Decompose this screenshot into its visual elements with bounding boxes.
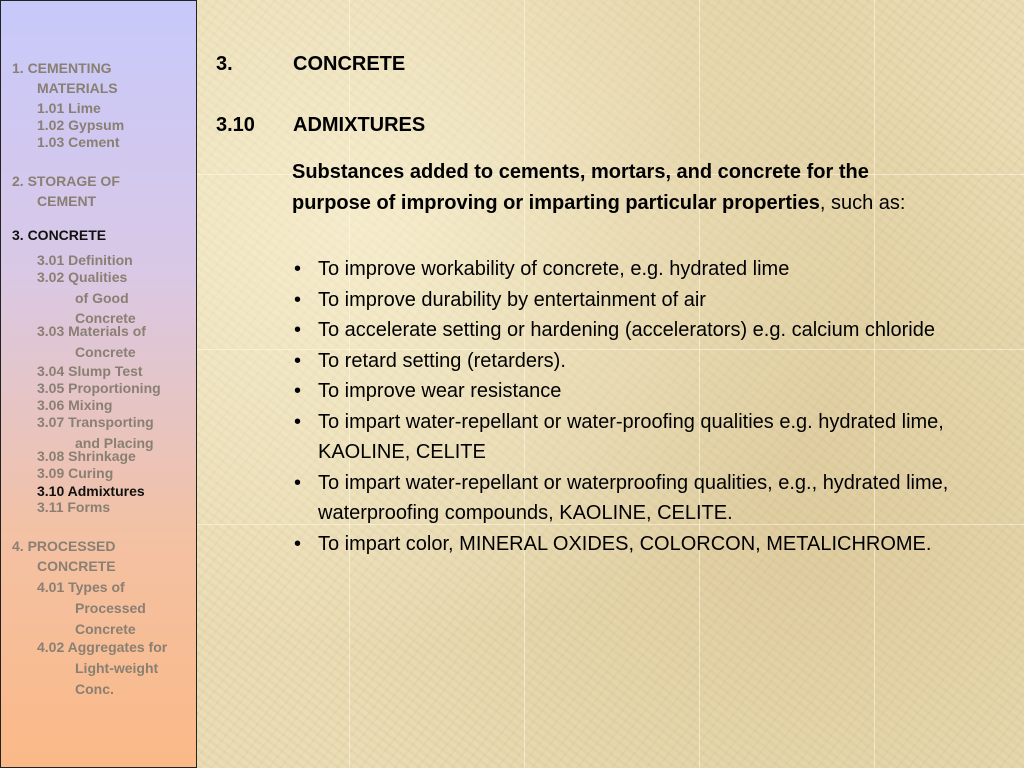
nav-item-materials-cont[interactable]: Concrete [75, 344, 136, 360]
list-item [292, 254, 982, 285]
bullet-icon: • [294, 380, 302, 402]
nav-item-definition[interactable]: 3.01 Definition [37, 252, 133, 268]
nav-section-storage-of-cement-cont[interactable]: CEMENT [37, 193, 97, 209]
intro-suffix: , such as: [819, 192, 906, 214]
nav-item-slump-test[interactable]: 3.04 Slump Test [37, 363, 143, 379]
bullet-icon: • [294, 349, 302, 372]
list-item [292, 346, 982, 377]
list-item-text: To accelerate setting or hardening (accelerators) e.g. calcium chloride [318, 319, 935, 341]
nav-item-admixtures[interactable]: 3.10 Admixtures [37, 483, 145, 499]
bullet-icon: • [294, 410, 302, 433]
nav-item-qualities-cont[interactable]: of Good [75, 290, 129, 306]
nav-section-processed-concrete[interactable]: 4. PROCESSED [12, 538, 116, 554]
nav-section-cementing-materials-cont[interactable]: MATERIALS [37, 80, 118, 96]
admixture-list [292, 254, 982, 559]
list-item [292, 285, 982, 316]
intro-paragraph [292, 157, 932, 219]
nav-item-mixing[interactable]: 3.06 Mixing [37, 397, 113, 413]
section-number: 3.10 [216, 114, 255, 136]
chapter-number: 3. [216, 53, 233, 75]
nav-item-forms[interactable]: 3.11 Forms [37, 499, 111, 515]
nav-item-types-processed-cont2[interactable]: Concrete [75, 621, 136, 637]
nav-item-types-processed-cont[interactable]: Processed [75, 600, 146, 616]
section-title: ADMIXTURES [293, 114, 426, 136]
nav-item-lime[interactable]: 1.01 Lime [37, 100, 101, 116]
nav-item-materials[interactable]: 3.03 Materials of [37, 323, 146, 339]
nav-item-aggregates-cont2[interactable]: Conc. [75, 681, 114, 697]
list-item-text: To impart water-repellant or water-proofing qualities e.g. hydrated lime, KAOLINE, CELITE [318, 410, 944, 463]
list-item [292, 376, 982, 407]
list-item-text: To improve workability of concrete, e.g. hydrated lime [318, 258, 790, 280]
list-item-text: To retard setting (retarders). [318, 349, 566, 372]
list-item-text: To improve durability by entertainment of air [318, 288, 706, 311]
bullet-icon: • [294, 471, 302, 494]
nav-section-processed-concrete-cont[interactable]: CONCRETE [37, 558, 116, 574]
list-item [292, 529, 982, 560]
nav-item-aggregates[interactable]: 4.02 Aggregates for [37, 639, 168, 655]
list-item [292, 407, 982, 468]
nav-section-storage-of-cement[interactable]: 2. STORAGE OF [12, 173, 120, 189]
nav-item-cement[interactable]: 1.03 Cement [37, 134, 120, 150]
nav-section-cementing-materials[interactable]: 1. CEMENTING [12, 60, 112, 76]
nav-item-types-processed[interactable]: 4.01 Types of [37, 579, 125, 595]
chapter-title: CONCRETE [293, 53, 406, 75]
nav-item-shrinkage[interactable]: 3.08 Shrinkage [37, 448, 136, 464]
nav-item-transporting[interactable]: 3.07 Transporting [37, 414, 154, 430]
bullet-icon: • [294, 319, 302, 341]
list-item [292, 468, 982, 529]
nav-item-proportioning[interactable]: 3.05 Proportioning [37, 380, 161, 396]
bullet-icon: • [294, 258, 302, 280]
nav-item-gypsum[interactable]: 1.02 Gypsum [37, 117, 125, 133]
nav-item-qualities-cont2[interactable]: Concrete [75, 310, 136, 326]
nav-item-aggregates-cont[interactable]: Light-weight [75, 660, 159, 676]
list-item-text: To improve wear resistance [318, 380, 562, 402]
sidebar-navigation [0, 0, 197, 768]
nav-item-qualities[interactable]: 3.02 Qualities [37, 269, 128, 285]
nav-item-curing[interactable]: 3.09 Curing [37, 465, 114, 481]
intro-definition: Substances added to cements, mortars, and concrete for the purpose of improving or imparting particular properties [292, 161, 869, 214]
nav-section-concrete[interactable]: 3. CONCRETE [12, 227, 107, 243]
nav-item-transporting-cont[interactable]: and Placing [75, 435, 154, 451]
bullet-icon: • [294, 532, 302, 555]
bullet-icon: • [294, 288, 302, 311]
list-item-text: To impart color, MINERAL OXIDES, COLORCON, METALICHROME. [318, 532, 932, 555]
list-item-text: To impart water-repellant or waterproofing qualities, e.g., hydrated lime, waterproofing compounds, KAOLINE, CELITE. [318, 471, 949, 524]
list-item [292, 315, 982, 346]
